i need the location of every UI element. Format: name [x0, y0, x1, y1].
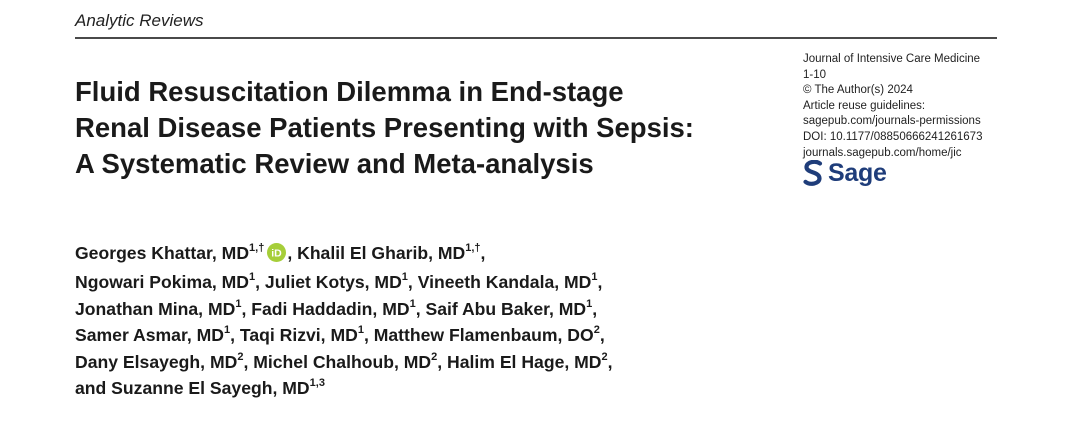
article-title: [75, 74, 785, 182]
author-separator: ,: [607, 351, 613, 372]
author-line: [75, 240, 835, 269]
affiliation-marker: 1: [401, 271, 408, 284]
author-name[interactable]: Michel Chalhoub, MD: [253, 351, 432, 372]
affiliation-marker: 2: [431, 350, 438, 363]
copyright-notice: © The Author(s) 2024: [803, 84, 913, 97]
author-separator: ,: [230, 325, 240, 346]
author-separator: ,: [363, 325, 374, 346]
author-separator: ,: [592, 298, 598, 319]
author-separator: ,: [437, 351, 448, 372]
author-name[interactable]: Jonathan Mina, MD: [75, 298, 236, 319]
author-name[interactable]: Samer Asmar, MD: [75, 325, 224, 346]
affiliation-marker: 2: [601, 350, 608, 363]
affiliation-marker: 1: [235, 297, 242, 310]
sage-wordmark: Sage: [828, 159, 887, 187]
author-separator: ,: [480, 243, 486, 263]
page-range: 1-10: [803, 68, 827, 81]
journal-meta: [803, 52, 1003, 161]
author-separator: ,: [255, 272, 265, 293]
title-line: Renal Disease Patients Presenting with Sepsis:: [75, 112, 694, 143]
affiliation-marker: 2: [593, 324, 600, 337]
author-name[interactable]: Vineeth Kandala, MD: [417, 272, 592, 293]
section-label: Analytic Reviews: [75, 11, 204, 30]
reuse-guidelines-label: Article reuse guidelines:: [803, 99, 926, 112]
affiliation-marker: 1: [591, 271, 598, 284]
permissions-link[interactable]: sagepub.com/journals-permissions: [803, 115, 981, 128]
journal-homepage-link[interactable]: journals.sagepub.com/home/jic: [803, 146, 962, 159]
author-name[interactable]: Georges Khattar, MD: [75, 243, 250, 263]
author-line: [75, 296, 835, 322]
orcid-icon[interactable]: [267, 243, 286, 269]
affiliation-marker: 1,3: [309, 377, 325, 390]
author-name[interactable]: Suzanne El Sayegh, MD: [111, 378, 310, 399]
author-separator: ,: [597, 272, 603, 293]
sage-s-icon: [803, 160, 823, 186]
orcid-label: iD: [271, 247, 283, 260]
affiliation-marker: 1: [409, 297, 416, 310]
author-line: [75, 349, 835, 375]
affiliation-marker: 1: [586, 297, 593, 310]
author-name[interactable]: Saif Abu Baker, MD: [425, 298, 587, 319]
affiliation-marker: 1,†: [249, 242, 265, 254]
author-line: [75, 375, 835, 401]
header-rule: [75, 37, 997, 39]
doi-link[interactable]: DOI: 10.1177/08850666241261673: [803, 130, 983, 143]
affiliation-marker: 1,†: [465, 242, 481, 254]
author-line: [75, 322, 835, 348]
author-separator: ,: [287, 243, 298, 263]
sage-publisher-logo[interactable]: [803, 159, 887, 187]
affiliation-marker: 1: [249, 271, 256, 284]
author-name[interactable]: Dany Elsayegh, MD: [75, 351, 238, 372]
author-separator: ,: [599, 325, 605, 346]
journal-name: Journal of Intensive Care Medicine: [803, 53, 981, 65]
author-separator: ,: [241, 298, 252, 319]
title-line: Fluid Resuscitation Dilemma in End-stage: [75, 76, 624, 107]
author-name[interactable]: Halim El Hage, MD: [447, 351, 602, 372]
author-separator: ,: [243, 351, 254, 372]
author-name[interactable]: Matthew Flamenbaum, DO: [373, 325, 594, 346]
author-name[interactable]: Khalil El Gharib, MD: [297, 243, 466, 263]
author-line: [75, 269, 835, 295]
author-name[interactable]: Taqi Rizvi, MD: [239, 325, 358, 346]
author-conjunction: and: [75, 378, 112, 399]
author-name[interactable]: Fadi Haddadin, MD: [251, 298, 410, 319]
author-list: [75, 240, 835, 401]
author-name[interactable]: Juliet Kotys, MD: [264, 272, 402, 293]
affiliation-marker: 2: [237, 350, 244, 363]
author-separator: ,: [415, 298, 426, 319]
affiliation-marker: 1: [223, 324, 231, 337]
title-line: A Systematic Review and Meta-analysis: [75, 148, 594, 179]
author-separator: ,: [407, 272, 418, 293]
author-name[interactable]: Ngowari Pokima, MD: [75, 272, 250, 293]
affiliation-marker: 1: [357, 324, 364, 337]
